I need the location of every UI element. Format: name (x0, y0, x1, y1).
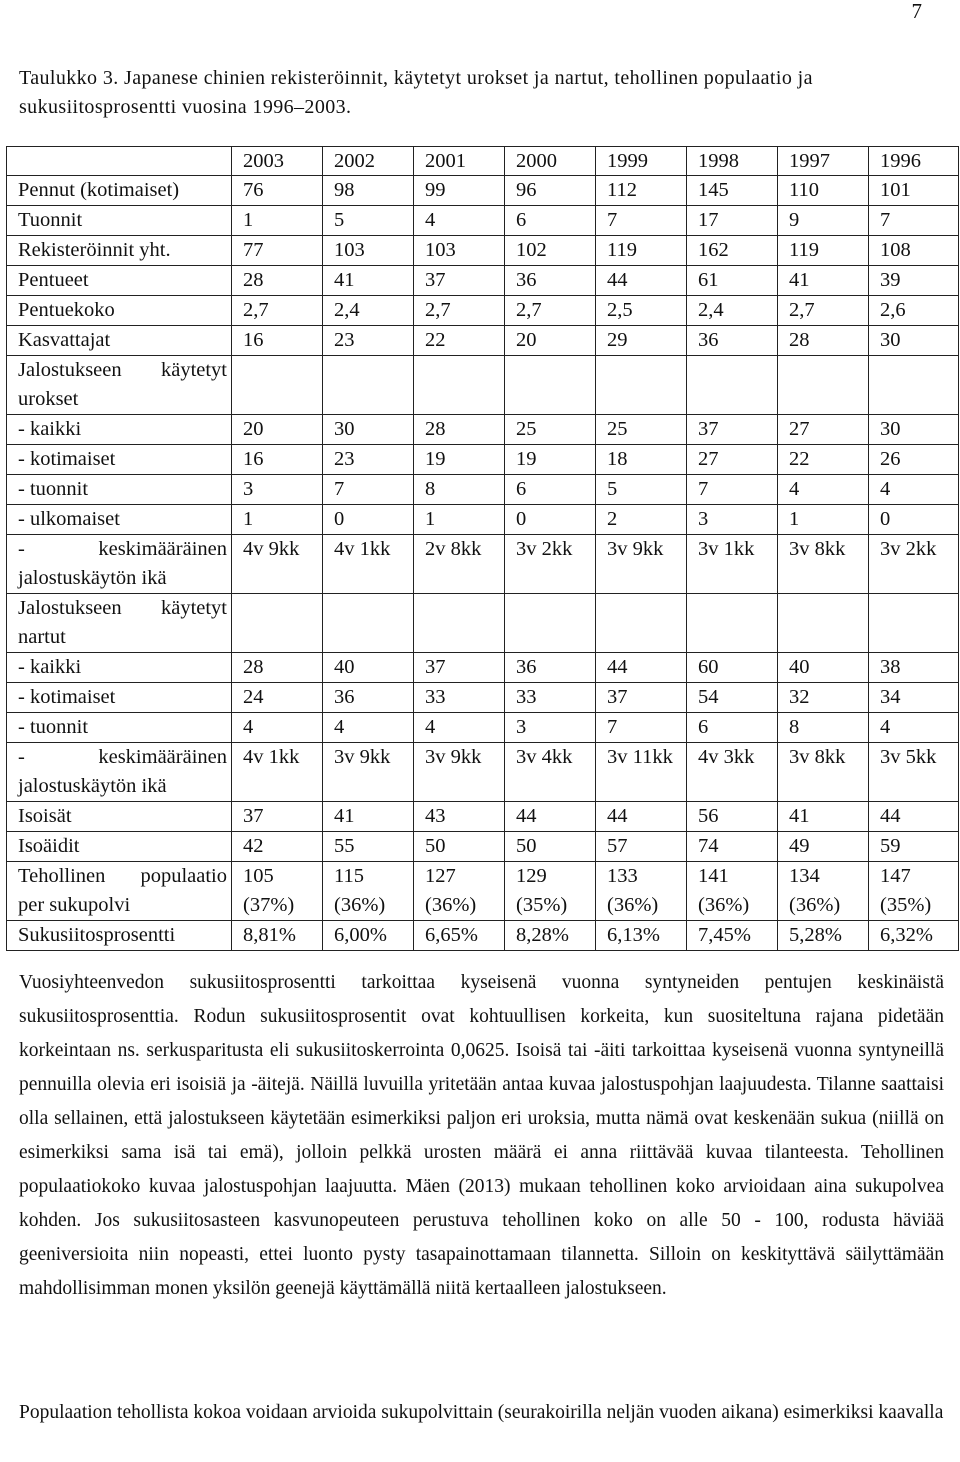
row-label: - keskimääräinen jalostuskäytön ikä (7, 743, 232, 802)
table-cell: 2,4 (687, 296, 778, 326)
table-cell: 0 (505, 505, 596, 535)
table-cell: 40 (778, 653, 869, 683)
table-cell: 37 (232, 802, 323, 832)
table-cell: 8,81% (232, 921, 323, 951)
table-cell (869, 356, 959, 415)
table-cell: 8 (414, 475, 505, 505)
table-cell: 3 (505, 713, 596, 743)
table-cell: 2,4 (323, 296, 414, 326)
table-cell: 24 (232, 683, 323, 713)
table-cell: 2 (596, 505, 687, 535)
row-label: - kaikki (7, 415, 232, 445)
table-cell: 162 (687, 236, 778, 266)
table-cell: 33 (414, 683, 505, 713)
table-cell: 41 (778, 266, 869, 296)
table-row (7, 832, 959, 862)
table-cell: 4v 1kk (232, 743, 323, 802)
row-label: Jalostukseen käytetyt nartut (7, 594, 232, 653)
table-cell (505, 356, 596, 415)
table-cell: 77 (232, 236, 323, 266)
table-cell: 36 (505, 653, 596, 683)
table-cell: 20 (232, 415, 323, 445)
row-label: - kotimaiset (7, 445, 232, 475)
table-cell: 1 (232, 206, 323, 236)
table-cell: 5,28% (778, 921, 869, 951)
row-label: Pennut (kotimaiset) (7, 176, 232, 206)
table-cell (596, 594, 687, 653)
table-row (7, 594, 959, 653)
table-cell: 99 (414, 176, 505, 206)
table-cell: 44 (596, 653, 687, 683)
table-cell (414, 594, 505, 653)
table-cell: 7 (869, 206, 959, 236)
table-row (7, 535, 959, 594)
table-cell: 102 (505, 236, 596, 266)
table-row (7, 206, 959, 236)
table-cell (414, 356, 505, 415)
table-cell: 22 (778, 445, 869, 475)
table-cell: 34 (869, 683, 959, 713)
table-cell (687, 594, 778, 653)
table-cell: 7 (596, 713, 687, 743)
row-label: - tuonnit (7, 475, 232, 505)
table-cell: 3 (687, 505, 778, 535)
year-header: 2003 (232, 147, 323, 176)
table-cell: 147 (35%) (869, 862, 959, 921)
table-cell: 41 (323, 802, 414, 832)
header-row (7, 147, 959, 176)
table-row (7, 266, 959, 296)
table-cell: 43 (414, 802, 505, 832)
table-caption: Taulukko 3. Japanese chinien rekisteröinnit, käytetyt urokset ja nartut, tehollinen populaatio ja sukusiitosprosentti vuosina 1996–2003. (19, 67, 813, 118)
table-cell: 37 (414, 653, 505, 683)
table-cell: 3 (232, 475, 323, 505)
year-header: 1996 (869, 147, 959, 176)
table-cell: 2,7 (505, 296, 596, 326)
table-cell: 37 (596, 683, 687, 713)
table-row (7, 236, 959, 266)
table-cell: 3v 9kk (414, 743, 505, 802)
table-cell: 98 (323, 176, 414, 206)
table-cell: 4 (414, 713, 505, 743)
table-row (7, 505, 959, 535)
table-cell: 1 (414, 505, 505, 535)
table-cell: 30 (323, 415, 414, 445)
table-cell (232, 356, 323, 415)
table-cell: 36 (505, 266, 596, 296)
table-cell: 50 (414, 832, 505, 862)
row-label: Isoisät (7, 802, 232, 832)
table-cell: 27 (778, 415, 869, 445)
table-cell: 41 (323, 266, 414, 296)
table-cell: 26 (869, 445, 959, 475)
table-cell: 3v 2kk (505, 535, 596, 594)
year-header: 1998 (687, 147, 778, 176)
table-cell: 8,28% (505, 921, 596, 951)
table-cell: 44 (505, 802, 596, 832)
table-cell: 57 (596, 832, 687, 862)
table-cell: 3v 4kk (505, 743, 596, 802)
table-cell: 3v 8kk (778, 743, 869, 802)
table-cell: 8 (778, 713, 869, 743)
table-cell: 6 (505, 206, 596, 236)
row-label: Isoäidit (7, 832, 232, 862)
table-cell: 3v 9kk (596, 535, 687, 594)
table-cell: 127 (36%) (414, 862, 505, 921)
table-cell: 141 (36%) (687, 862, 778, 921)
table-cell: 6 (505, 475, 596, 505)
table-cell: 3v 11kk (596, 743, 687, 802)
row-label: Rekisteröinnit yht. (7, 236, 232, 266)
table-cell: 30 (869, 326, 959, 356)
body-paragraph: Vuosiyhteenvedon sukusiitosprosentti tarkoittaa kyseisenä vuonna syntyneiden pentujen keskinäistä sukusiitosprosenttia. Rodun sukusiitosprosentit ovat kohtuullisen korkeita, kun suositeltuna rajana pidetään korkeintaan ns. serkusparitusta eli sukusiitoskerrointa 0,0625. Isoisä tai -äiti tarkoittaa kyseisenä vuonna syntyneillä pennuilla olevia eri isoisiä ja -äitejä. Näillä luvuilla yritetään antaa kuvaa jalostuspohjan laajuudesta. Tilanne saattaisi olla sellainen, että jalostukseen käytetään esimerkiksi paljon eri uroksia, mutta nämä ovat keskenään sukua (niillä on esimerkiksi sama isä tai emä), jolloin pelkkä urosten määrä ei anna riittävää kuvaa tilanteesta. Tehollinen populaatiokoko kuvaa jalostuspohjan laajuutta. Mäen (2013) mukaan tehollinen koko arvioidaan aina sukupolvea kohden. Jos sukusiitosasteen kasvunopeuteen perustuva tehollinen koko on alle 50 - 100, rodusta häviää geeniversioita niin nopeasti, ettei luonto pysty tasapainottamaan tilannetta. Silloin on keskityttävä säilyttämään mahdollisimman monen yksilön geenejä käyttämällä niitä kertaalleen jalostukseen. (19, 972, 944, 1299)
table-cell (687, 356, 778, 415)
table-cell: 44 (596, 802, 687, 832)
table-cell: 6,65% (414, 921, 505, 951)
table-cell: 36 (687, 326, 778, 356)
table-cell: 112 (596, 176, 687, 206)
table-cell: 5 (323, 206, 414, 236)
table-cell: 59 (869, 832, 959, 862)
table-cell: 29 (596, 326, 687, 356)
table-cell: 2v 8kk (414, 535, 505, 594)
table-cell: 145 (687, 176, 778, 206)
table-cell: 54 (687, 683, 778, 713)
table-cell: 4 (232, 713, 323, 743)
table-cell: 6,32% (869, 921, 959, 951)
table-cell: 129 (35%) (505, 862, 596, 921)
row-label: - tuonnit (7, 713, 232, 743)
table-cell: 7 (323, 475, 414, 505)
table-cell (869, 594, 959, 653)
row-label: Jalostukseen käytetyt urokset (7, 356, 232, 415)
year-header: 2002 (323, 147, 414, 176)
table-cell: 16 (232, 326, 323, 356)
table-cell: 36 (323, 683, 414, 713)
table-row (7, 415, 959, 445)
table-cell (596, 356, 687, 415)
table-row (7, 743, 959, 802)
table-cell: 55 (323, 832, 414, 862)
table-cell: 4 (869, 713, 959, 743)
table-cell: 18 (596, 445, 687, 475)
table-cell: 42 (232, 832, 323, 862)
table-cell: 9 (778, 206, 869, 236)
header-empty-cell (7, 147, 232, 176)
table-cell: 61 (687, 266, 778, 296)
table-cell: 56 (687, 802, 778, 832)
table-cell: 44 (869, 802, 959, 832)
table-cell: 105 (37%) (232, 862, 323, 921)
table-cell: 115 (36%) (323, 862, 414, 921)
table-cell: 4v 3kk (687, 743, 778, 802)
row-label: - kotimaiset (7, 683, 232, 713)
table-cell (505, 594, 596, 653)
table-cell: 19 (414, 445, 505, 475)
table-cell: 3v 8kk (778, 535, 869, 594)
table-cell: 119 (596, 236, 687, 266)
table-cell: 3v 1kk (687, 535, 778, 594)
table-cell: 28 (232, 653, 323, 683)
table-cell (778, 594, 869, 653)
table-cell: 119 (778, 236, 869, 266)
table-row (7, 445, 959, 475)
table-cell: 6,13% (596, 921, 687, 951)
table-cell: 22 (414, 326, 505, 356)
table-row (7, 326, 959, 356)
table-cell: 38 (869, 653, 959, 683)
table-row (7, 296, 959, 326)
row-label: - keskimääräinen jalostuskäytön ikä (7, 535, 232, 594)
table-cell: 3v 9kk (323, 743, 414, 802)
table-cell: 4 (869, 475, 959, 505)
row-label: Tehollinen populaatio per sukupolvi (7, 862, 232, 921)
table-cell: 101 (869, 176, 959, 206)
table-cell: 33 (505, 683, 596, 713)
table-row (7, 356, 959, 415)
table-cell: 37 (687, 415, 778, 445)
table-cell: 41 (778, 802, 869, 832)
table-cell: 133 (36%) (596, 862, 687, 921)
table-cell: 44 (596, 266, 687, 296)
table-cell: 74 (687, 832, 778, 862)
row-label: - kaikki (7, 653, 232, 683)
table-cell: 25 (505, 415, 596, 445)
table-cell: 3v 5kk (869, 743, 959, 802)
table-cell: 76 (232, 176, 323, 206)
table-cell: 103 (414, 236, 505, 266)
table-cell: 32 (778, 683, 869, 713)
year-header: 2000 (505, 147, 596, 176)
table-cell: 2,7 (778, 296, 869, 326)
table-cell (232, 594, 323, 653)
table-cell: 110 (778, 176, 869, 206)
table-cell: 1 (778, 505, 869, 535)
table-cell: 2,7 (232, 296, 323, 326)
table-cell: 49 (778, 832, 869, 862)
table-cell: 23 (323, 326, 414, 356)
table-cell: 30 (869, 415, 959, 445)
row-label: Tuonnit (7, 206, 232, 236)
table-cell: 25 (596, 415, 687, 445)
table-cell: 28 (778, 326, 869, 356)
table-cell: 5 (596, 475, 687, 505)
table-cell: 7,45% (687, 921, 778, 951)
table-cell: 6,00% (323, 921, 414, 951)
table-cell: 28 (232, 266, 323, 296)
table-cell: 4 (414, 206, 505, 236)
table-cell (323, 594, 414, 653)
table-row (7, 653, 959, 683)
table-cell: 4 (323, 713, 414, 743)
table-cell: 1 (232, 505, 323, 535)
table-cell: 2,6 (869, 296, 959, 326)
row-label: - ulkomaiset (7, 505, 232, 535)
table-cell: 39 (869, 266, 959, 296)
row-label: Pentuekoko (7, 296, 232, 326)
table-cell: 7 (596, 206, 687, 236)
table-cell: 103 (323, 236, 414, 266)
table-cell: 19 (505, 445, 596, 475)
table-row (7, 802, 959, 832)
table-cell: 40 (323, 653, 414, 683)
year-header: 2001 (414, 147, 505, 176)
table-cell: 4v 1kk (323, 535, 414, 594)
row-label: Kasvattajat (7, 326, 232, 356)
table-cell: 134 (36%) (778, 862, 869, 921)
row-label: Pentueet (7, 266, 232, 296)
table-cell: 60 (687, 653, 778, 683)
year-header: 1997 (778, 147, 869, 176)
table-row (7, 921, 959, 951)
table-cell: 16 (232, 445, 323, 475)
table-cell (778, 356, 869, 415)
table-cell: 20 (505, 326, 596, 356)
table-cell: 4 (778, 475, 869, 505)
table-cell: 23 (323, 445, 414, 475)
table-cell (323, 356, 414, 415)
table-cell: 0 (869, 505, 959, 535)
table-cell: 6 (687, 713, 778, 743)
table-row (7, 683, 959, 713)
table-cell: 2,7 (414, 296, 505, 326)
table-cell: 27 (687, 445, 778, 475)
table-cell: 17 (687, 206, 778, 236)
table-cell: 3v 2kk (869, 535, 959, 594)
table-cell: 2,5 (596, 296, 687, 326)
table-row (7, 862, 959, 921)
table-cell: 7 (687, 475, 778, 505)
table-cell: 96 (505, 176, 596, 206)
table-cell: 0 (323, 505, 414, 535)
table-cell: 108 (869, 236, 959, 266)
table-cell: 37 (414, 266, 505, 296)
year-header: 1999 (596, 147, 687, 176)
row-label: Sukusiitosprosentti (7, 921, 232, 951)
page-number: 7 (911, 0, 922, 23)
table-cell: 28 (414, 415, 505, 445)
table-row (7, 475, 959, 505)
table-row (7, 713, 959, 743)
table-cell: 50 (505, 832, 596, 862)
body-paragraph-2: Populaation tehollista kokoa voidaan arvioida sukupolvittain (seurakoirilla neljän vuoden aikana) esimerkiksi kaavalla (19, 1402, 944, 1423)
table-cell: 4v 9kk (232, 535, 323, 594)
data-table (6, 146, 959, 951)
table-row (7, 176, 959, 206)
